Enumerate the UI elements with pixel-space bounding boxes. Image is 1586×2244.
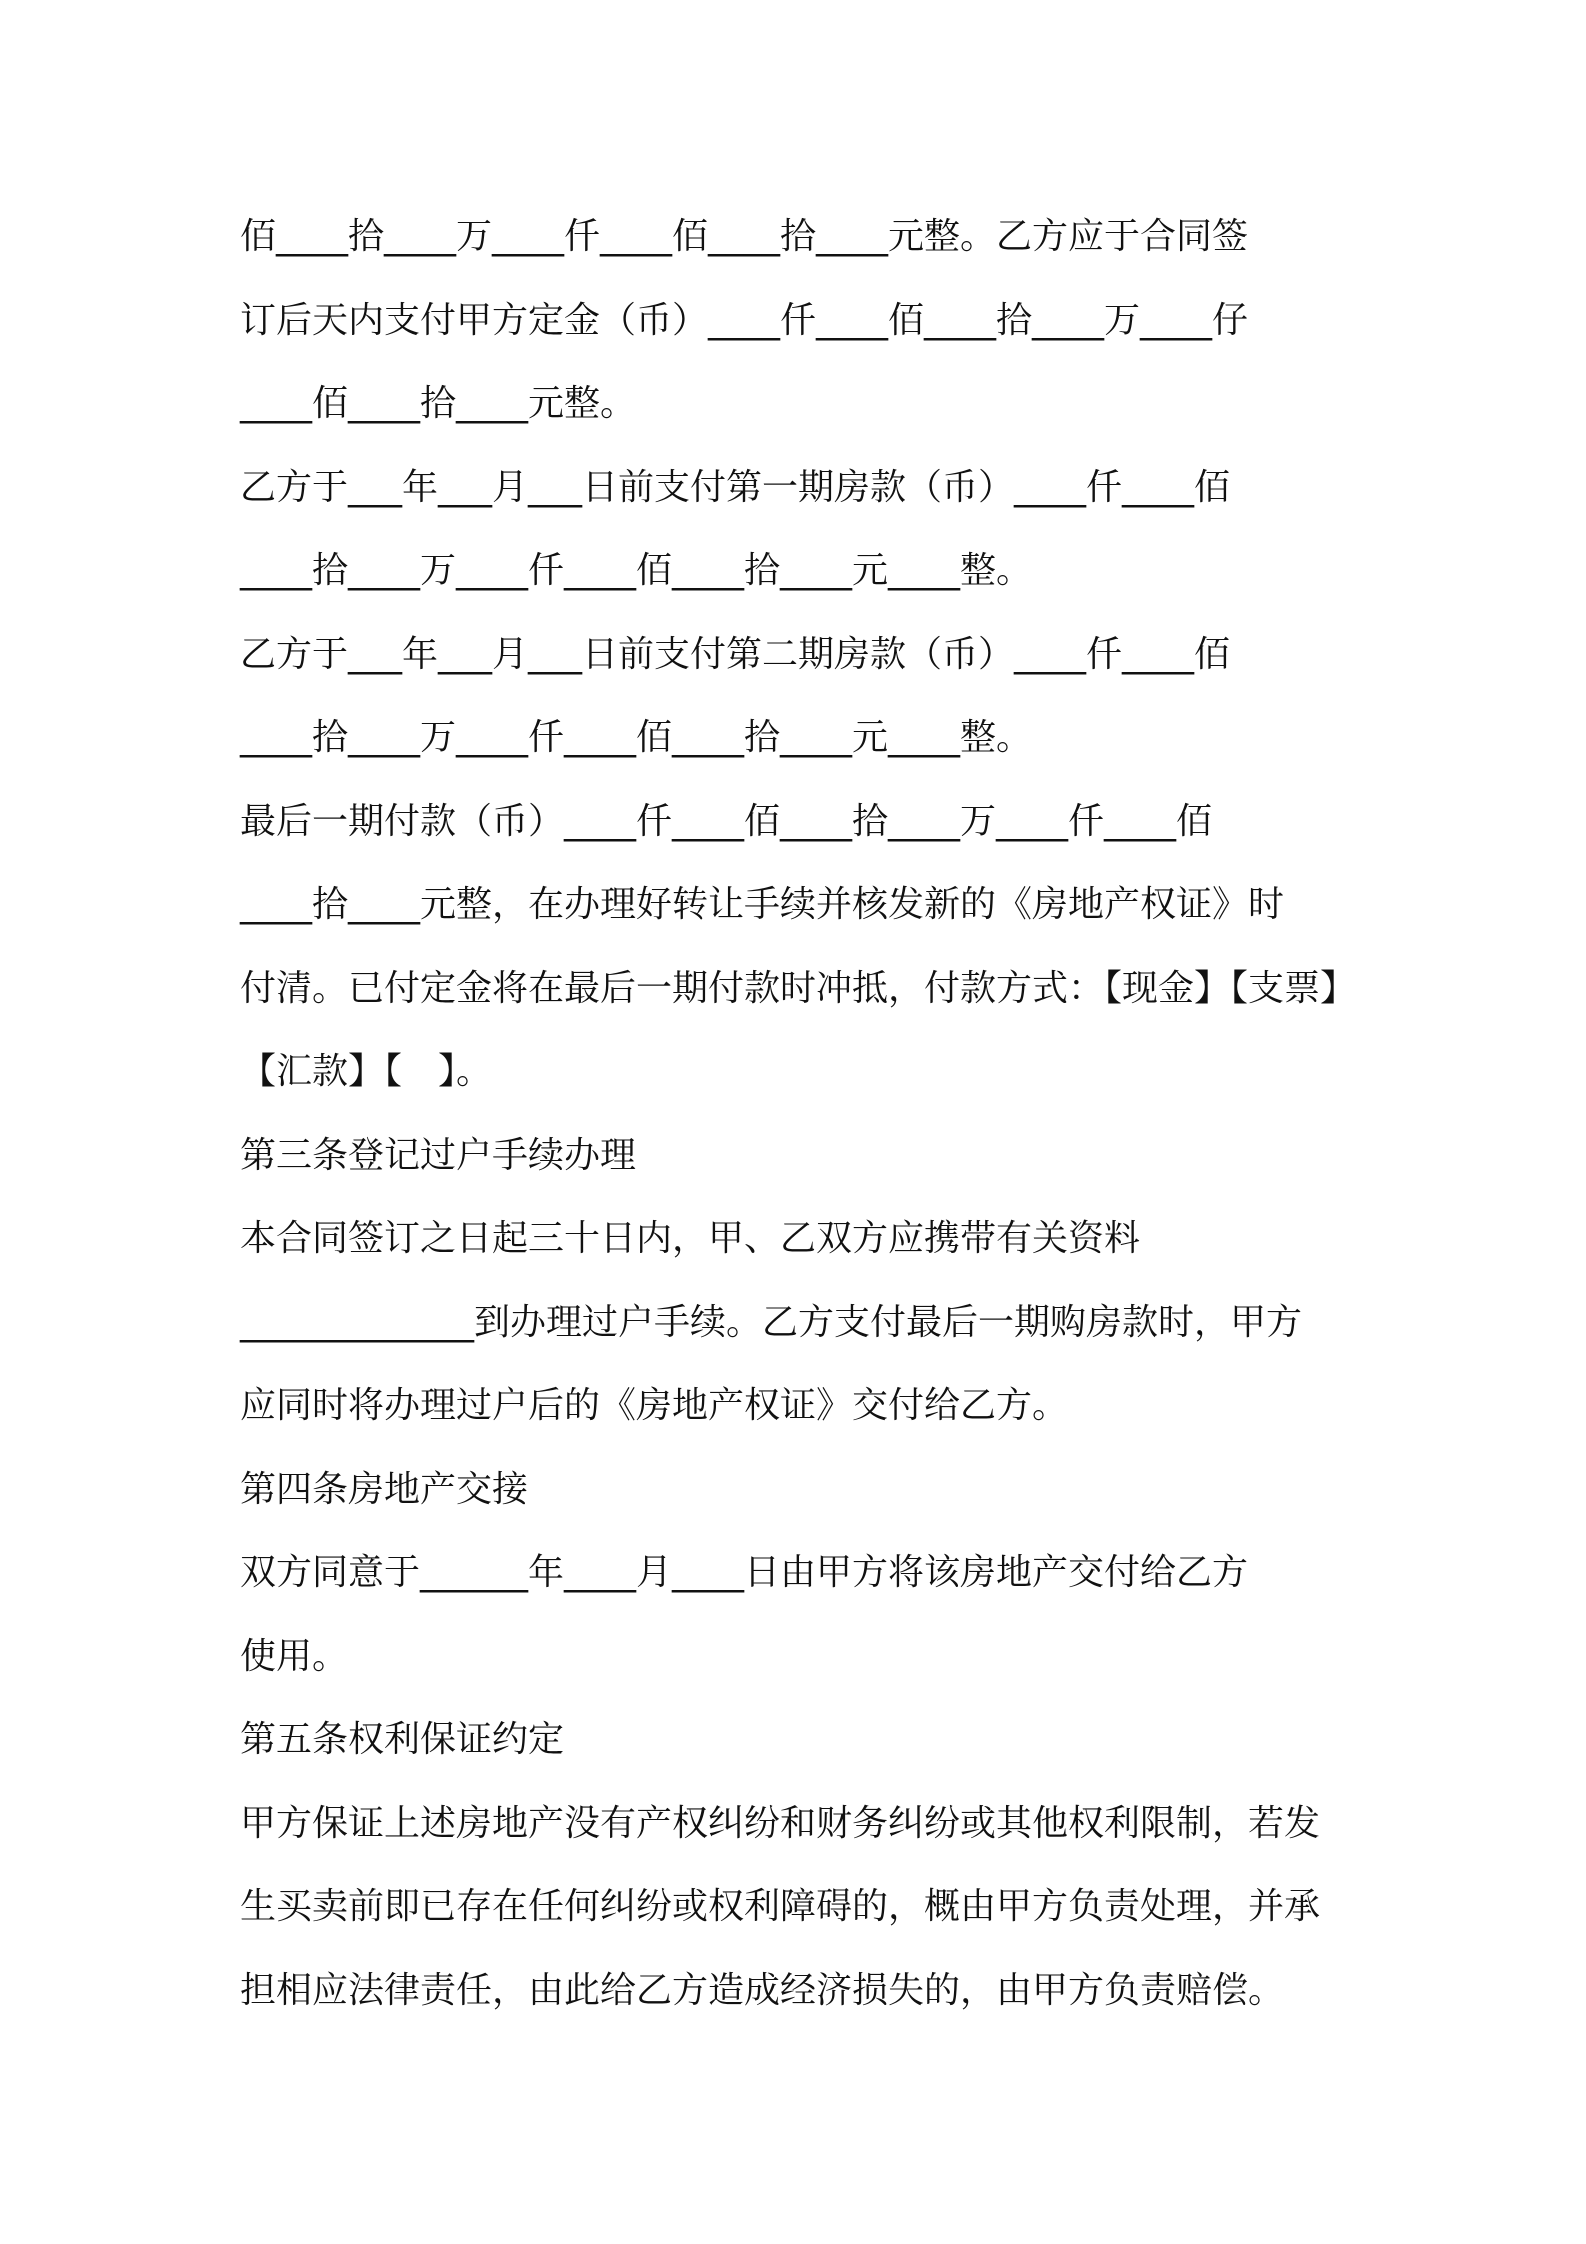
payment-amount-line: 佰____拾____万____仟____佰____拾____元整。乙方应于合同签 [240, 216, 1249, 257]
second-installment-amount-line: ____拾____万____仟____佰____拾____元____整。 [240, 717, 1032, 758]
warranty-line-3: 担相应法律责任，由此给乙方造成经济损失的，由甲方负责赔偿。 [240, 1969, 1285, 2011]
deposit-amount-line: ____佰____拾____元整。 [240, 383, 637, 424]
handover-use-line: 使用。 [240, 1635, 349, 1677]
warranty-line-2: 生买卖前即已存在任何纠纷或权利障碍的，概由甲方负责处理，并承 [240, 1886, 1321, 1927]
payment-method-line: 付清。已付定金将在最后一期付款时冲抵，付款方式：【现金】【支票】 [240, 967, 1357, 1009]
contract-text [240, 195, 1360, 2032]
registration-line: 本合同签订之日起三十日内，甲、乙双方应携带有关资料 [240, 1218, 1141, 1259]
article-four-heading: 第四条房地产交接 [240, 1468, 529, 1510]
certificate-delivery-line: 应同时将办理过户后的《房地产权证》交付给乙方。 [240, 1385, 1069, 1426]
second-installment-line: 乙方于___年___月___日前支付第二期房款（币）____仟____佰 [240, 633, 1231, 675]
final-payment-condition-line: ____拾____元整，在办理好转让手续并核发新的《房地产权证》时 [240, 884, 1285, 925]
first-installment-line: 乙方于___年___月___日前支付第一期房款（币）____仟____佰 [240, 466, 1231, 508]
first-installment-amount-line: ____拾____万____仟____佰____拾____元____整。 [240, 550, 1032, 591]
registration-location-line: _____________到办理过户手续。乙方支付最后一期购房款时，甲方 [240, 1301, 1303, 1343]
deposit-line: 订后天内支付甲方定金（币）____仟____佰____拾____万____仔 [240, 299, 1249, 341]
warranty-line-1: 甲方保证上述房地产没有产权纠纷和财务纠纷或其他权利限制，若发 [240, 1802, 1321, 1844]
handover-date-line: 双方同意于______年____月____日由甲方将该房地产交付给乙方 [240, 1552, 1249, 1593]
article-five-heading: 第五条权利保证约定 [240, 1719, 565, 1760]
article-three-heading: 第三条登记过户手续办理 [240, 1134, 637, 1176]
payment-method-options-line: 【汇款】【 】。 [240, 1051, 493, 1092]
final-payment-line: 最后一期付款（币）____仟____佰____拾____万____仟____佰 [240, 800, 1213, 842]
